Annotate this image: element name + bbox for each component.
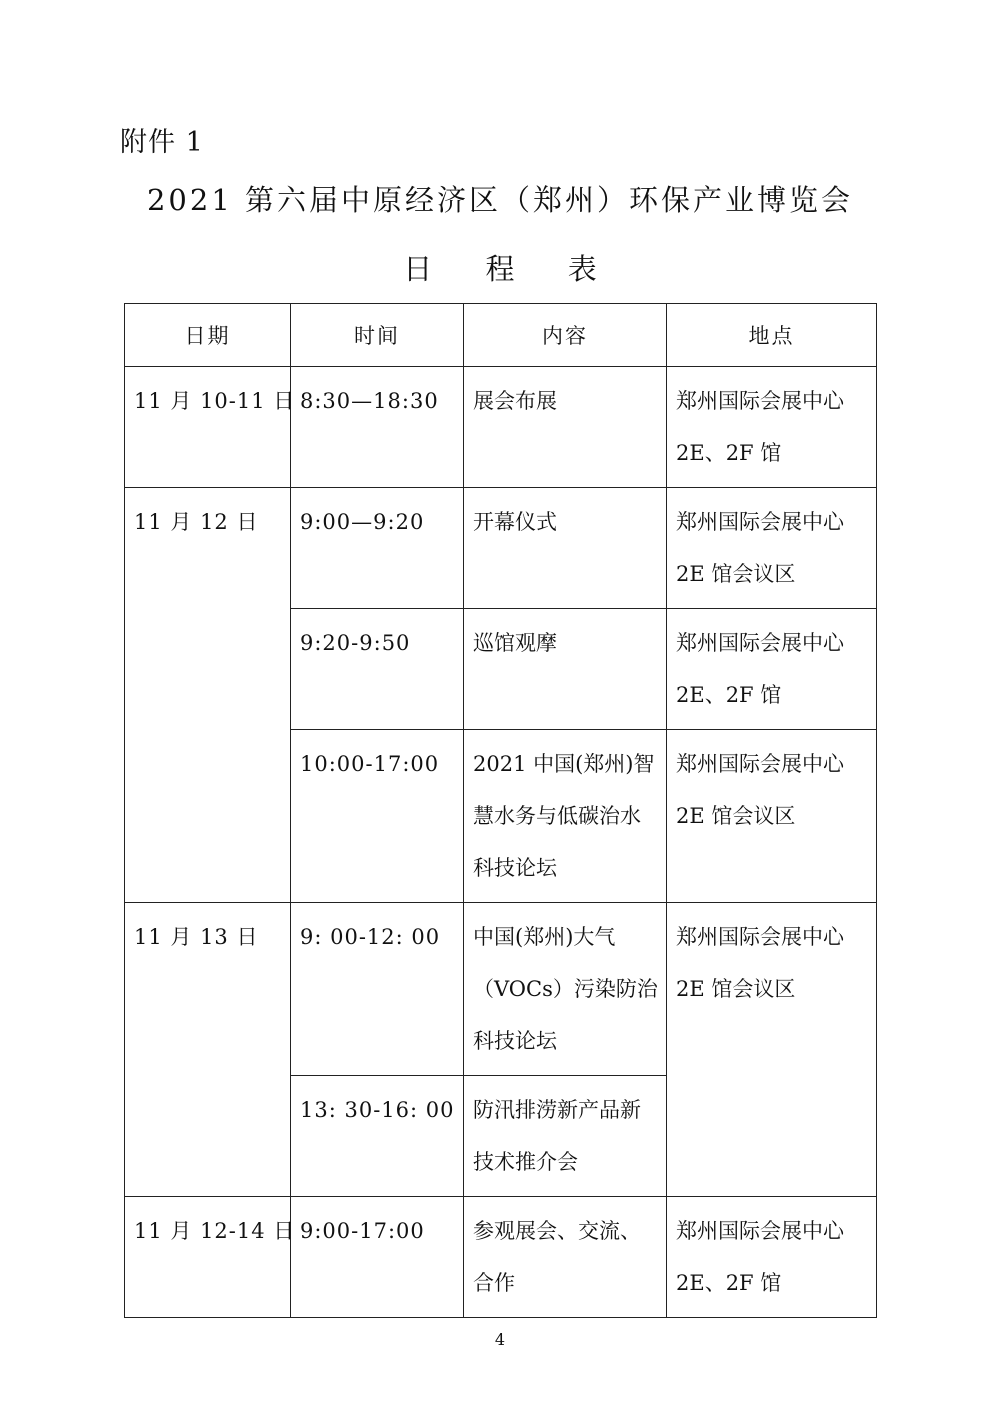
content-cell: 展会布展: [464, 367, 667, 488]
table-row: [125, 488, 877, 609]
header-time: 时间: [291, 304, 464, 367]
content-cell: 防汛排涝新产品新技术推介会: [464, 1076, 667, 1197]
header-place: 地点: [667, 304, 877, 367]
date-cell: 11 月 12 日: [125, 488, 291, 903]
place-cell: 郑州国际会展中心 2E、2F 馆: [667, 367, 877, 488]
page-number: 4: [494, 1330, 506, 1349]
date-cell: 11 月 12-14 日: [125, 1197, 291, 1318]
header-date: 日期: [125, 304, 291, 367]
date-cell: 11 月 13 日: [125, 903, 291, 1197]
schedule-table: [124, 303, 877, 1318]
place-cell: 郑州国际会展中心 2E 馆会议区: [667, 730, 877, 903]
table-row: [125, 903, 877, 1076]
place-cell: 郑州国际会展中心 2E 馆会议区: [667, 903, 877, 1197]
place-cell: 郑州国际会展中心 2E、2F 馆: [667, 609, 877, 730]
document-subtitle: 日 程 表: [403, 252, 619, 286]
document-title: 2021 第六届中原经济区（郑州）环保产业博览会: [146, 183, 854, 217]
content-cell: 巡馆观摩: [464, 609, 667, 730]
time-cell: 9:00—9:20: [291, 488, 464, 609]
content-cell: 2021 中国(郑州)智慧水务与低碳治水科技论坛: [464, 730, 667, 903]
date-cell: 11 月 10-11 日: [125, 367, 291, 488]
time-cell: 9:20-9:50: [291, 609, 464, 730]
content-cell: 中国(郑州)大气（VOCs）污染防治科技论坛: [464, 903, 667, 1076]
attachment-label: 附件 1: [120, 127, 204, 158]
time-cell: 13: 30-16: 00: [291, 1076, 464, 1197]
content-cell: 开幕仪式: [464, 488, 667, 609]
time-cell: 9: 00-12: 00: [291, 903, 464, 1076]
time-cell: 9:00-17:00: [291, 1197, 464, 1318]
time-cell: 10:00-17:00: [291, 730, 464, 903]
header-content: 内容: [464, 304, 667, 367]
table-row: [125, 367, 877, 488]
table-header-row: [125, 304, 877, 367]
place-cell: 郑州国际会展中心 2E 馆会议区: [667, 488, 877, 609]
place-cell: 郑州国际会展中心 2E、2F 馆: [667, 1197, 877, 1318]
table-row: [125, 1197, 877, 1318]
time-cell: 8:30—18:30: [291, 367, 464, 488]
content-cell: 参观展会、交流、合作: [464, 1197, 667, 1318]
